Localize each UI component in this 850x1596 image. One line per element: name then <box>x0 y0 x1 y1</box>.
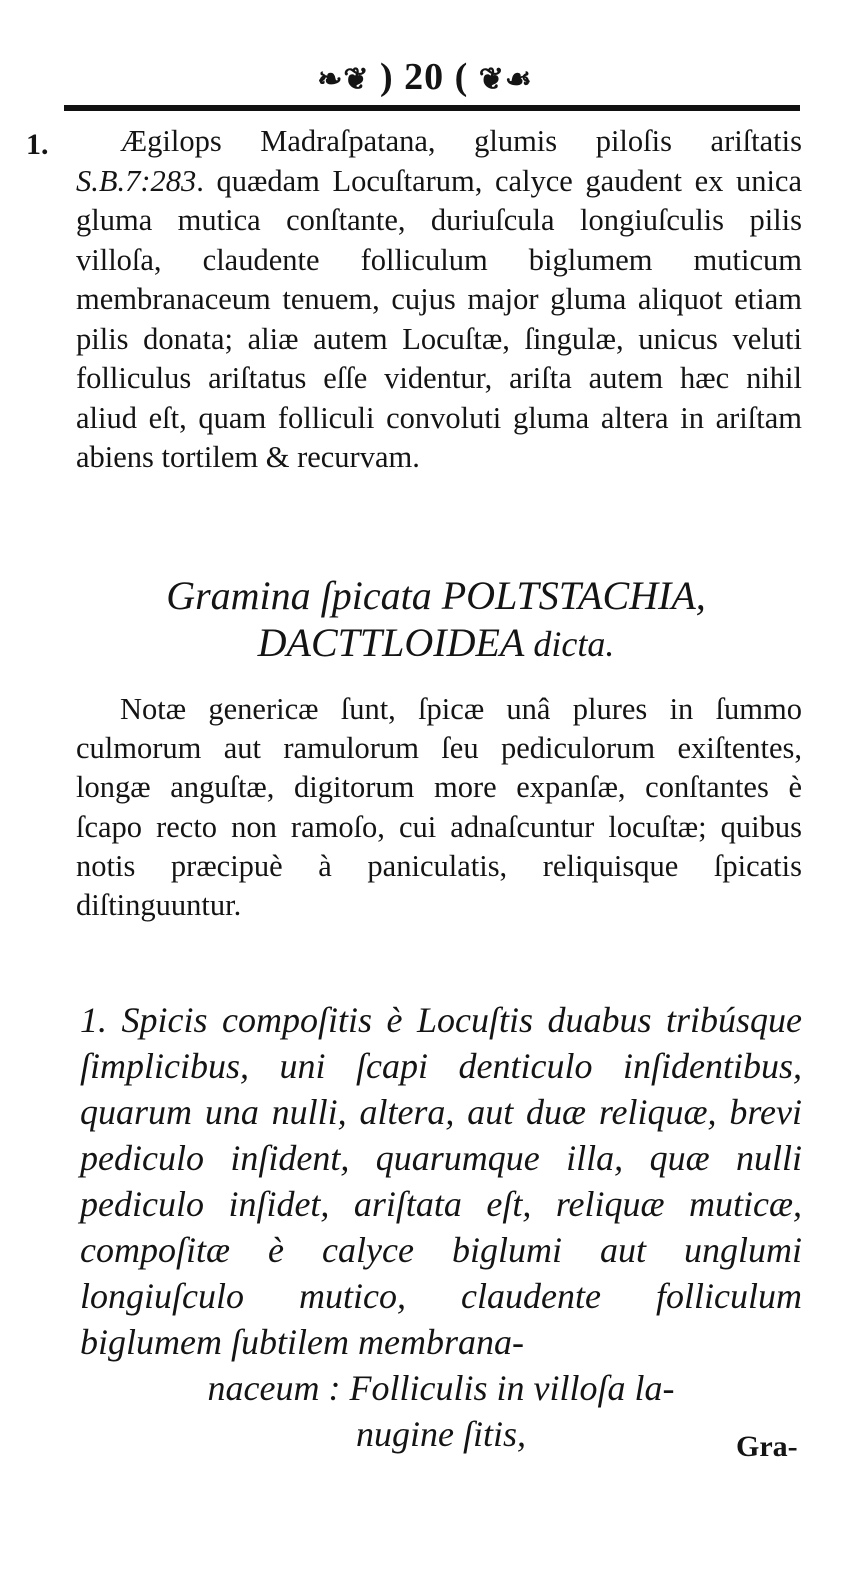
catchword: Gra- <box>736 1430 798 1463</box>
paragraph-species-1-body: 1. Spicis compoſitis è Locuſtis duabus tribúsque ſimplicibus, uni ſcapi denticulo inſidentibus, quarum una nulli, altera, aut duæ reliquæ, brevi pediculo inſident, quarumque illa, quæ nulli pediculo inſidet, ariſtata eſt, reliquæ muticæ, compoſitæ è calyce biglumi aut unglumi longiuſculo mutico, claudente folliculum biglumem ſubtilem membrana- <box>80 1000 802 1362</box>
right-ornament: ❦☙ <box>478 63 533 96</box>
reference-sigla: S.B.7:283 <box>76 163 197 198</box>
paragraph-aegilops <box>76 122 802 478</box>
header-rule <box>64 105 800 111</box>
heading-line1-a: Gramina ſpicata <box>166 573 442 618</box>
running-header <box>0 52 850 105</box>
heading-line2-b: dicta. <box>524 624 615 664</box>
paragraph-species-1-line3: nugine ſitis, <box>356 1414 526 1454</box>
page-number: ) 20 ( <box>379 56 469 98</box>
heading-line2-a: DACTTLOIDEA <box>257 620 525 665</box>
paragraph-generic-notes: Notæ genericæ ſunt, ſpicæ unâ plures in ſummo culmorum aut ramulorum ſeu pediculorum exiſtentes, longæ anguſtæ, digitorum more expanſæ, conſtantes è ſcapo recto non ramoſo, cui adnaſcuntur locuſtæ; quibus notis præcipuè à paniculatis, reliquisque ſpicatis diſtinguuntur. <box>76 692 802 923</box>
paragraph-species-1-line2: naceum : Folliculis in villoſa la- <box>207 1368 675 1408</box>
heading-line1-b: POLTSTACHIA, <box>441 573 706 618</box>
section-heading <box>60 572 812 668</box>
paragraph-aegilops-body: . quædam Locuſtarum, calyce gaudent ex unica gluma mutica conſtante, duriuſcula longiuſculis pilis villoſa, claudente folliculum biglumem muticum membranaceum tenuem, cujus major gluma aliquot etiam pilis donata; aliæ autem Locuſtæ, ſingulæ, unicus veluti folliculus ariſtatus eſſe videntur, ariſta autem hæc nihil aliud eſt, quam folliculi convoluti gluma altera in ariſtam abiens tortilem & recurvam. <box>76 163 802 474</box>
left-ornament: ❧❦ <box>317 63 370 96</box>
marginal-number: 1. <box>26 128 49 161</box>
paragraph-aegilops-lead: Ægilops Madraſpatana, glumis piloſis ariſtatis <box>120 124 802 158</box>
paragraph-species-1 <box>80 997 802 1457</box>
